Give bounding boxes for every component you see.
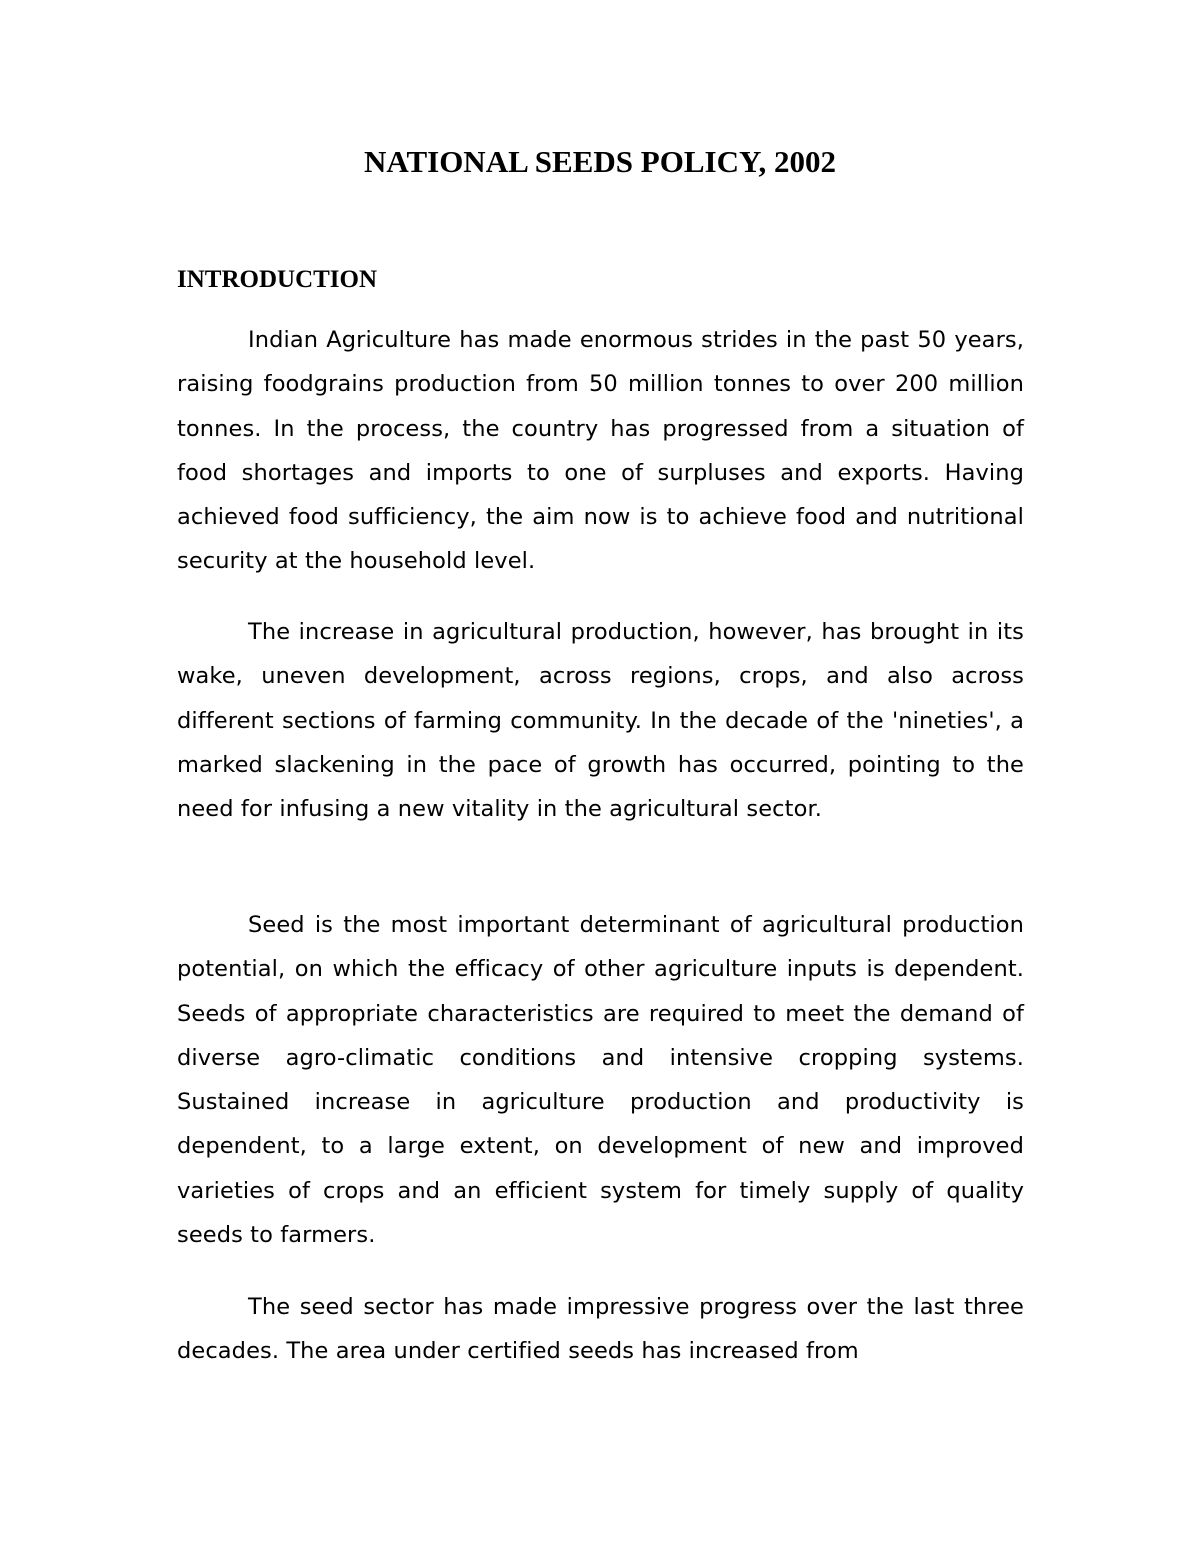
paragraph-seed-sector-progress: The seed sector has made impressive progress over the last three decades. The area under certified seeds has increased from (177, 1294, 1024, 1365)
document-title: NATIONAL SEEDS POLICY, 2002 (363, 144, 836, 179)
paragraph-seed-importance: Seed is the most important determinant of agricultural production potential, on which the efficacy of other agriculture inputs is dependent. Seeds of appropriate characteristics are required to meet the demand of diverse agro-climatic conditions and intensive cropping systems. Sustained increase in agriculture production and productivity is dependent, to a large extent, on development of new and improved varieties of crops and an efficient system for timely supply of quality seeds to farmers. (177, 912, 1024, 1249)
section-heading-introduction: INTRODUCTION (177, 266, 378, 293)
paragraph-uneven-development: The increase in agricultural production, however, has brought in its wake, uneven development, across regions, crops, and also across different sections of farming community. In the decade of the 'nineties', a marked slackening in the pace of growth has occurred, pointing to the need for infusing a new vitality in the agricultural sector. (177, 619, 1024, 823)
paragraph-agriculture-strides: Indian Agriculture has made enormous strides in the past 50 years, raising foodgrains production from 50 million tonnes to over 200 million tonnes. In the process, the country has progressed from a situation of food shortages and imports to one of surpluses and exports. Having achieved food sufficiency, the aim now is to achieve food and nutritional security at the household level. (177, 327, 1024, 575)
